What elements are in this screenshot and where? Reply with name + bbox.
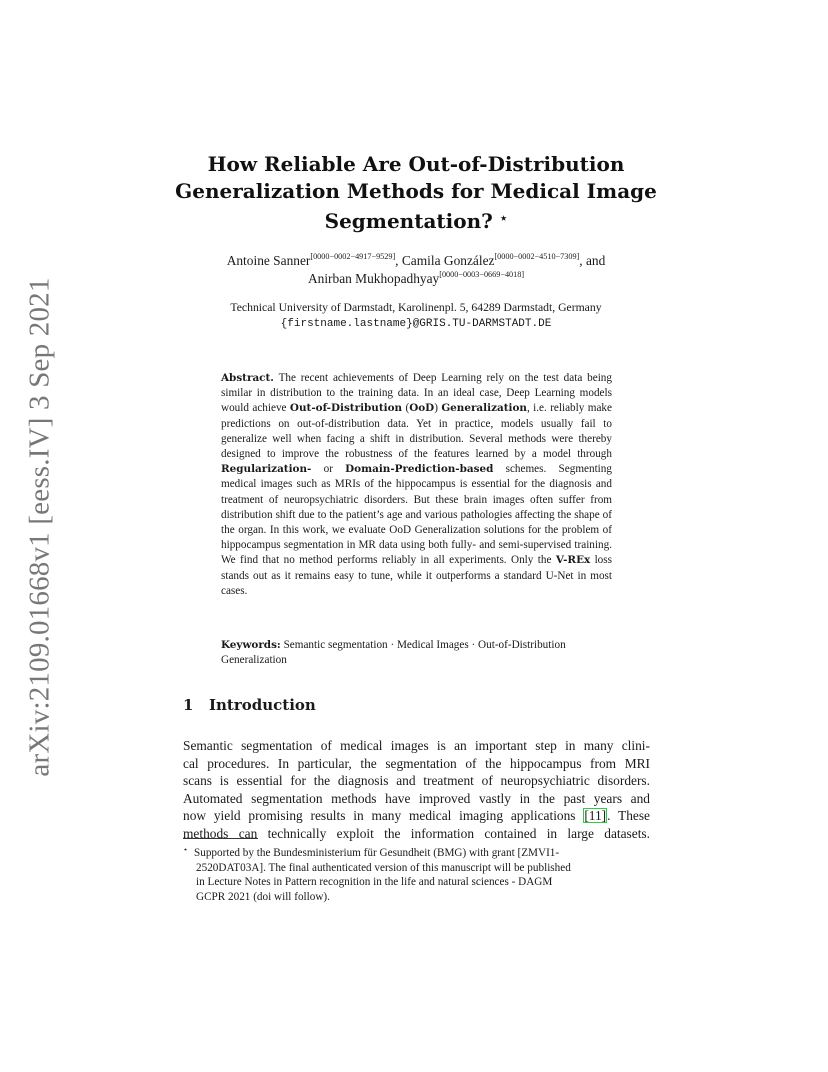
footnote-mark: ⋆ — [183, 845, 189, 854]
author-separator: , and — [579, 253, 606, 268]
footnote-line: GCPR 2021 (doi will follow). — [196, 890, 330, 903]
title-line-text: Segmentation? — [324, 209, 493, 233]
abstract-body: The recent achievements of Deep Learning rely on the test data being similar in distribution to the training data. In an ideal case, Deep Learning models would achieve Out-of-Distribution (OoD) Generalization, i.e. reliably make predictions on out-of-distribution data. Yet in practice, models usually fail to generalize well when facing a shift in distribution. Several methods were thereby designed to improve the robustness of the features learned by a model through Regularization- or Domain-Prediction-based schemes. Segmenting medical images such as MRIs of the hippocampus is essential for the diagnosis and treatment of neuropsychiatric disorders. But these brain images often suffer from distribution shift due to the patient’s age and various pathologies affecting the shape of the organ. In this work, we evaluate OoD Generalization solutions for the problem of hippocampus segmentation in MR data using both fully- and semi-supervised training. We find that no method performs reliably in all experiments. Only the V-REx loss stands out as it remains easy to tune, while it outperforms a standard U-Net in most cases. — [221, 372, 612, 597]
abstract-emphasis: Out-of-Distribution — [289, 402, 403, 415]
abstract-emphasis: V-REx — [555, 554, 591, 567]
citation-link[interactable]: [11] — [584, 808, 607, 824]
abstract-label: Abstract. — [221, 372, 274, 384]
abstract-emphasis: OoD — [409, 402, 435, 415]
affiliation-block — [160, 299, 672, 333]
author-name: Camila González — [401, 253, 495, 268]
author-line — [150, 270, 682, 288]
title-line — [160, 205, 672, 235]
abstract-emphasis: Regularization- — [221, 463, 312, 476]
text-line: cal procedures. In particular, the segmentation of the hippocampus from MRI — [183, 755, 650, 771]
author-name: Antoine Sanner — [226, 253, 311, 268]
title-line: How Reliable Are Out-of-Distribution — [207, 152, 625, 176]
section-title: Introduction — [209, 696, 316, 714]
author-orcid: [0000−0002−4510−7309] — [494, 252, 580, 261]
section-heading — [183, 696, 316, 714]
email-address: {firstname.lastname}@GRIS.TU-DARMSTADT.DE — [280, 318, 552, 330]
section-number: 1 — [183, 696, 194, 714]
keywords — [221, 638, 625, 668]
author-line — [150, 252, 682, 270]
author-list — [150, 252, 682, 288]
keywords-text: Semantic segmentation · Medical Images · Out-of-Distribution Generalization — [221, 639, 566, 667]
author-orcid: [0000−0002−4917−9529] — [310, 252, 396, 261]
title-line: Generalization Methods for Medical Image — [175, 179, 657, 203]
abstract — [221, 371, 612, 599]
footnote-line: in Lecture Notes in Pattern recognition in the life and natural sciences - DAGM — [196, 876, 553, 889]
introduction-paragraph — [183, 737, 650, 843]
author-separator: , — [395, 253, 402, 268]
title-footnote-mark: ⋆ — [499, 211, 508, 225]
footnote-line — [183, 843, 650, 861]
paper-title — [160, 151, 672, 235]
text-line: now yield promising results in many medical imaging applications [11]. These — [183, 808, 650, 824]
text-line: Automated segmentation methods have improved vastly in the past years and — [183, 790, 650, 806]
text-line: Semantic segmentation of medical images is an important step in many clini- — [183, 738, 650, 753]
author-name: Anirban Mukhopadhyay — [307, 271, 440, 286]
footnote — [183, 843, 650, 904]
footnote-rule — [183, 838, 258, 839]
arxiv-identifier: arXiv:2109.01668v1 [eess.IV] 3 Sep 2021 — [23, 277, 56, 777]
text-line: methods can technically exploit the information contained in large datasets. — [183, 825, 650, 841]
keywords-label: Keywords: — [221, 639, 281, 651]
abstract-emphasis: Domain-Prediction-based — [345, 463, 494, 476]
footnote-text: Supported by the Bundesministerium für Gesundheit (BMG) with grant [ZMVI1- — [194, 847, 560, 859]
abstract-emphasis: Generalization — [441, 402, 527, 415]
text-line: scans is essential for the diagnosis and treatment of neuropsychiatric disorders. — [183, 773, 650, 789]
arxiv-sidebar-stamp — [18, 277, 62, 777]
footnote-line: 2520DAT03A]. The final authenticated version of this manuscript will be published — [196, 861, 571, 874]
affiliation: Technical University of Darmstadt, Karolinenpl. 5, 64289 Darmstadt, Germany — [230, 301, 602, 314]
author-orcid: [0000−0003−0669−4018] — [439, 270, 525, 279]
